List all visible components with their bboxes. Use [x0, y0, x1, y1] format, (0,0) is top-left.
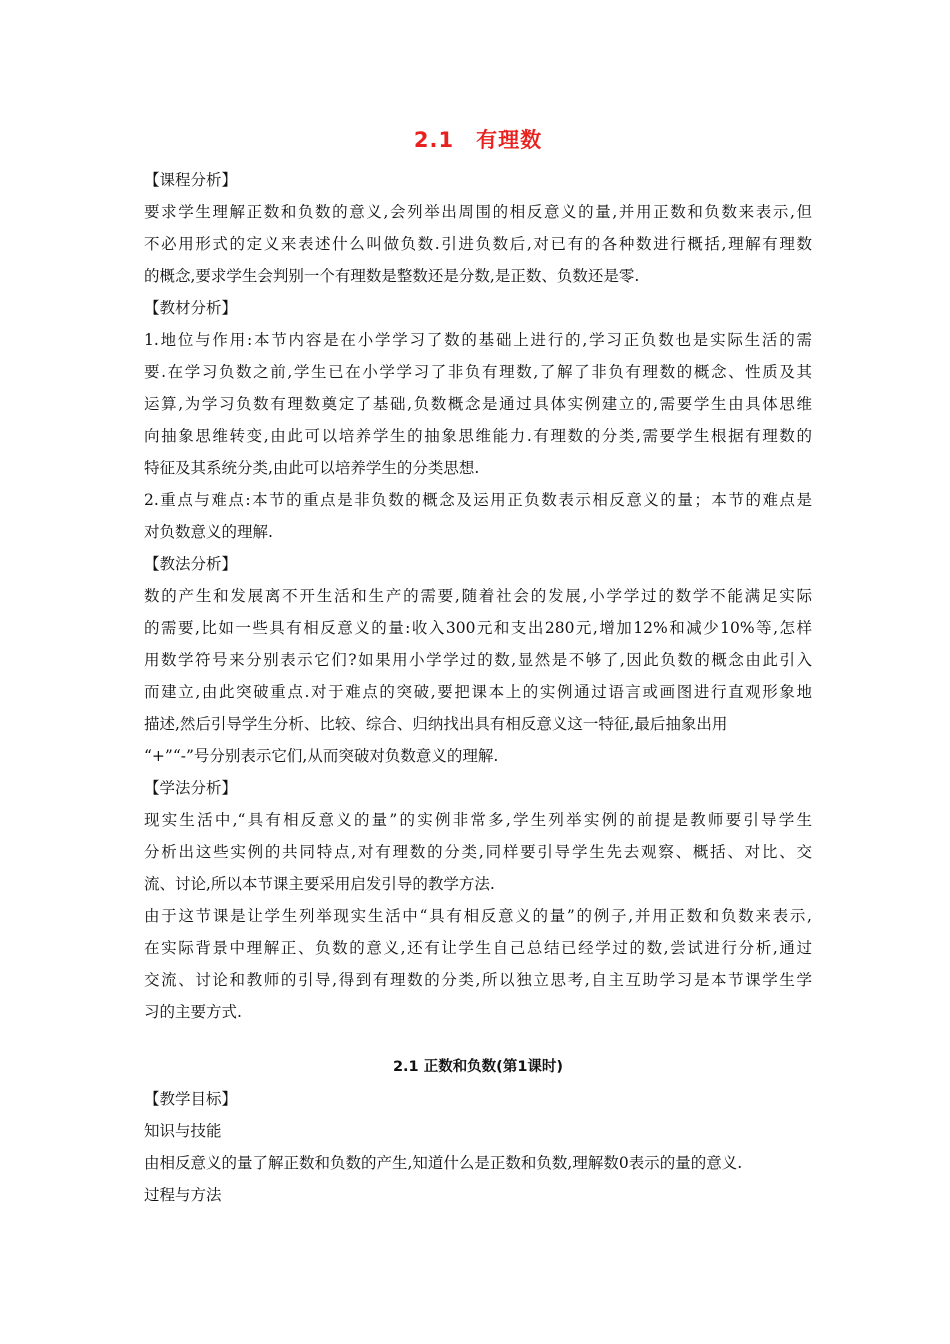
paragraph-line: 2.重点与难点:本节的重点是非负数的概念及运用正负数表示相反意义的量；本节的难点是 [144, 491, 812, 509]
paragraph-line: 对负数意义的理解. [144, 523, 273, 541]
paragraph-line: 习的主要方式. [144, 1003, 242, 1021]
paragraph-line: 向抽象思维转变,由此可以培养学生的抽象思维能力.有理数的分类,需要学生根据有理数的 [144, 427, 812, 445]
section-heading-course-analysis: 【课程分析】 [144, 171, 238, 189]
paragraph-line: 数的产生和发展离不开生活和生产的需要,随着社会的发展,小学学过的数学不能满足实际 [144, 587, 812, 605]
objective-text-knowledge: 由相反意义的量了解正数和负数的产生,知道什么是正数和负数,理解数0表示的量的意义. [144, 1154, 743, 1172]
paragraph-line: “+”“-”号分别表示它们,从而突破对负数意义的理解. [144, 747, 499, 765]
paragraph-line: 用数学符号来分别表示它们?如果用小学学过的数,显然是不够了,因此负数的概念由此引入 [144, 651, 812, 669]
paragraph-line: 1.地位与作用:本节内容是在小学学习了数的基础上进行的,学习正负数也是实际生活的需 [144, 331, 812, 349]
section-heading-learning-method: 【学法分析】 [144, 779, 238, 797]
paragraph-line: 交流、讨论和教师的引导,得到有理数的分类,所以独立思考,自主互助学习是本节课学生学 [144, 971, 812, 989]
document-page [144, 120, 812, 1211]
paragraph-line: 要求学生理解正数和负数的意义,会列举出周围的相反意义的量,并用正数和负数来表示,但 [144, 203, 812, 221]
paragraph-line: 要.在学习负数之前,学生已在小学学习了非负有理数,了解了非负有理数的概念、性质及其 [144, 363, 812, 381]
paragraph-line: 现实生活中,“具有相反意义的量”的实例非常多,学生列举实例的前提是教师要引导学生 [144, 811, 812, 829]
paragraph-line: 在实际背景中理解正、负数的意义,还有让学生自己总结已经学过的数,尝试进行分析,通过 [144, 939, 812, 957]
paragraph-line: 的概念,要求学生会判别一个有理数是整数还是分数,是正数、负数还是零. [144, 267, 640, 285]
paragraph-line: 特征及其系统分类,由此可以培养学生的分类思想. [144, 459, 480, 477]
paragraph-line: 由于这节课是让学生列举现实生活中“具有相反意义的量”的例子,并用正数和负数来表示, [144, 907, 812, 925]
section-heading-objectives: 【教学目标】 [144, 1090, 238, 1108]
paragraph-line: 流、讨论,所以本节课主要采用启发引导的教学方法. [144, 875, 495, 893]
paragraph-line: 运算,为学习负数有理数奠定了基础,负数概念是通过具体实例建立的,需要学生由具体思维 [144, 395, 812, 413]
section-heading-textbook-analysis: 【教材分析】 [144, 299, 238, 317]
paragraph-line: 而建立,由此突破重点.对于难点的突破,要把课本上的实例通过语言或画图进行直观形象地 [144, 683, 812, 701]
paragraph-line: 不必用形式的定义来表述什么叫做负数.引进负数后,对已有的各种数进行概括,理解有理数 [144, 235, 812, 253]
objective-label-process: 过程与方法 [144, 1186, 222, 1204]
lesson-subtitle: 2.1 正数和负数(第1课时) [392, 1059, 564, 1075]
paragraph-line: 分析出这些实例的共同特点,对有理数的分类,同样要引导学生先去观察、概括、对比、交 [144, 843, 812, 861]
objective-label-knowledge: 知识与技能 [144, 1122, 222, 1140]
section-spacer [144, 1028, 812, 1051]
section-heading-teaching-method: 【教法分析】 [144, 555, 238, 573]
page-title: 2.1 有理数 [413, 128, 543, 152]
paragraph-line: 的需要,比如一些具有相反意义的量:收入300元和支出280元,增加12%和减少10%等,怎样 [144, 619, 812, 637]
paragraph-line: 描述,然后引导学生分析、比较、综合、归纳找出具有相反意义这一特征,最后抽象出用 [144, 715, 728, 733]
